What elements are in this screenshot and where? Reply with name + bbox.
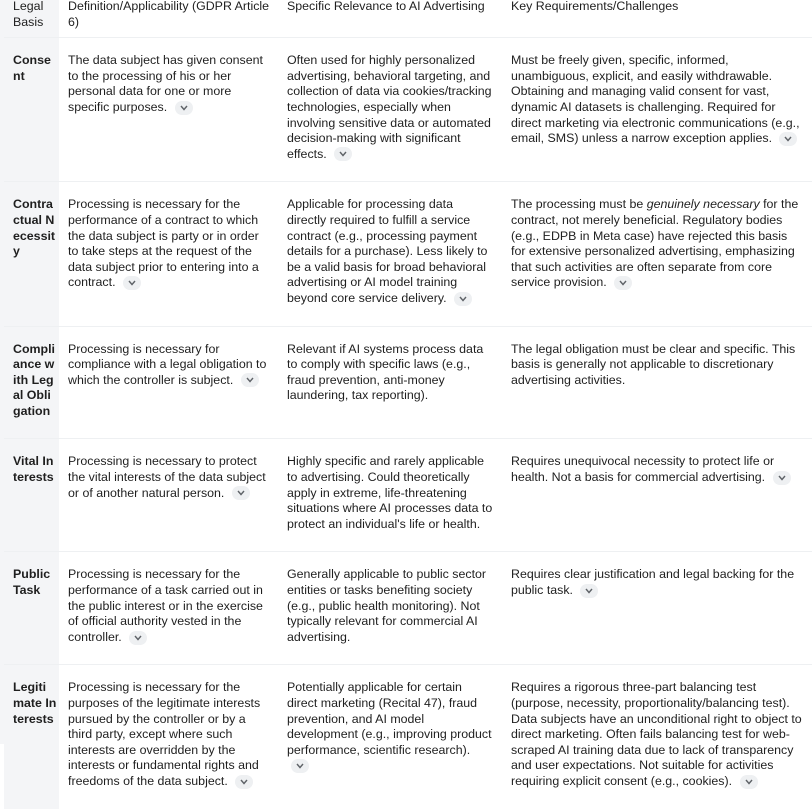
header-requirements: Key Requirements/Challenges xyxy=(502,0,812,38)
cell-basis: Vital Interests xyxy=(4,439,59,552)
header-legal-basis: Legal Basis xyxy=(4,0,59,38)
cell-relevance-text: Applicable for processing data directly required to fulfill a service contract (e.g., processing payment details for a purchase). Less likely to be a valid basis for broad behavioral advertising or AI model training beyond core service delivery. xyxy=(287,197,488,305)
table-row-contractual-necessity xyxy=(4,182,812,326)
cell-relevance xyxy=(278,182,502,326)
cell-definition-text: Processing is necessary for compliance with a legal obligation to which the controller is subject. xyxy=(68,341,267,387)
cell-requirements-text: The legal obligation must be clear and specific. This basis is generally not applicable to discretionary advertising activities. xyxy=(511,341,796,387)
cell-relevance xyxy=(278,38,502,182)
cell-relevance-text: Often used for highly personalized advertising, behavioral targeting, and collection of data via cookies/tracking technologies, especially when involving sensitive data or automated decision-making with significant effects. xyxy=(287,53,492,161)
cell-definition xyxy=(59,326,278,439)
cell-relevance xyxy=(278,326,502,439)
cell-definition-text: The data subject has given consent to the processing of his or her personal data for one or more specific purposes. xyxy=(68,53,263,114)
expand-chevron-icon[interactable] xyxy=(241,373,259,387)
table-row-public-task xyxy=(4,552,812,665)
legal-basis-table xyxy=(4,0,812,809)
cell-definition xyxy=(59,38,278,182)
expand-chevron-icon[interactable] xyxy=(129,631,147,645)
cell-relevance-text: Generally applicable to public sector entities or tasks benefiting society (e.g., public health monitoring). Not typically relevant for commercial AI advertising. xyxy=(287,567,487,644)
cell-relevance xyxy=(278,552,502,665)
cell-relevance-text: Highly specific and rarely applicable to advertising. Could theoretically apply in extreme, life-threatening situations where AI processes data to protect an individual's life or health. xyxy=(287,454,493,531)
cell-basis: Consent xyxy=(4,38,59,182)
expand-chevron-icon[interactable] xyxy=(773,471,791,485)
cell-requirements xyxy=(502,326,812,439)
cell-basis: Legitimate Interests xyxy=(4,665,59,809)
expand-chevron-icon[interactable] xyxy=(580,584,598,598)
header-relevance: Specific Relevance to AI Advertising xyxy=(278,0,502,38)
cell-relevance xyxy=(278,665,502,809)
cell-requirements-post: for the contract, not merely beneficial. Regulatory bodies (e.g., EDPB in Meta case) have rejected this basis for extensive personalized advertising, emphasizing that such activities are often separate from core service provision. xyxy=(511,197,799,290)
cell-basis: Public Task xyxy=(4,552,59,665)
cell-definition-text: Processing is necessary for the purposes of the legitimate interests pursued by the controller or by a third party, except where such interests are overridden by the interests or fundamental rights and freedoms of the data subject. xyxy=(68,680,261,788)
cell-requirements xyxy=(502,552,812,665)
table-row-consent xyxy=(4,38,812,182)
table-row-legal-obligation xyxy=(4,326,812,439)
expand-chevron-icon[interactable] xyxy=(779,132,797,146)
expand-chevron-icon[interactable] xyxy=(334,147,352,161)
expand-chevron-icon[interactable] xyxy=(175,101,193,115)
cell-requirements-text: Requires unequivocal necessity to protect life or health. Not a basis for commercial advertising. xyxy=(511,454,775,485)
table-row-legitimate-interests xyxy=(4,665,812,809)
cell-relevance-text: Relevant if AI systems process data to comply with specific laws (e.g., fraud prevention, anti-money laundering, tax reporting). xyxy=(287,341,484,403)
table-row-vital-interests xyxy=(4,439,812,552)
cell-definition-text: Processing is necessary for the performance of a task carried out in the public interest or in the exercise of official authority vested in the controller. xyxy=(68,567,263,644)
cell-requirements-text: Must be freely given, specific, informed, unambiguous, explicit, and easily withdrawable. Obtaining and managing valid consent for vast, dynamic AI datasets is challenging. Required for direct marketing via electronic communications (e.g., email, SMS) unless a narrow exception applies. xyxy=(511,53,800,146)
header-definition: Definition/Applicability (GDPR Article 6) xyxy=(59,0,278,38)
cell-definition xyxy=(59,439,278,552)
cell-requirements xyxy=(502,665,812,809)
cell-basis: Compliance with Legal Obligation xyxy=(4,326,59,439)
cell-definition-text: Processing is necessary for the performance of a contract to which the data subject is party or in order to take steps at the request of the data subject prior to entering into a contract. xyxy=(68,197,259,290)
cell-relevance-text: Potentially applicable for certain direct marketing (Recital 47), fraud prevention, and AI model development (e.g., improving product performance, scientific research). xyxy=(287,680,492,757)
cell-definition xyxy=(59,665,278,809)
cell-requirements xyxy=(502,182,812,326)
cell-requirements-text: Requires a rigorous three-part balancing test (purpose, necessity, proportionality/balancing test). Data subjects have an unconditional right to object to direct marketing. Often fails balancing test for web-scraped AI training data due to lack of transparency and user expectations. Not suitable for activities requiring explicit consent (e.g., cookies). xyxy=(511,680,802,788)
cell-relevance xyxy=(278,439,502,552)
cell-basis: Contractual Necessity xyxy=(4,182,59,326)
expand-chevron-icon[interactable] xyxy=(614,276,632,290)
cell-requirements xyxy=(502,38,812,182)
cell-definition xyxy=(59,182,278,326)
expand-chevron-icon[interactable] xyxy=(232,486,250,500)
cell-requirements xyxy=(502,439,812,552)
cell-requirements-text: Requires clear justification and legal backing for the public task. xyxy=(511,567,795,598)
cell-definition-text: Processing is necessary to protect the vital interests of the data subject or of another natural person. xyxy=(68,454,266,500)
expand-chevron-icon[interactable] xyxy=(123,276,141,290)
cell-definition xyxy=(59,552,278,665)
expand-chevron-icon[interactable] xyxy=(291,759,309,773)
cell-requirements-pre: The processing must be xyxy=(511,197,647,212)
expand-chevron-icon[interactable] xyxy=(235,775,253,789)
expand-chevron-icon[interactable] xyxy=(454,292,472,306)
cell-requirements-emphasis: genuinely necessary xyxy=(646,197,760,212)
expand-chevron-icon[interactable] xyxy=(740,775,758,789)
table-header-row xyxy=(4,0,812,38)
